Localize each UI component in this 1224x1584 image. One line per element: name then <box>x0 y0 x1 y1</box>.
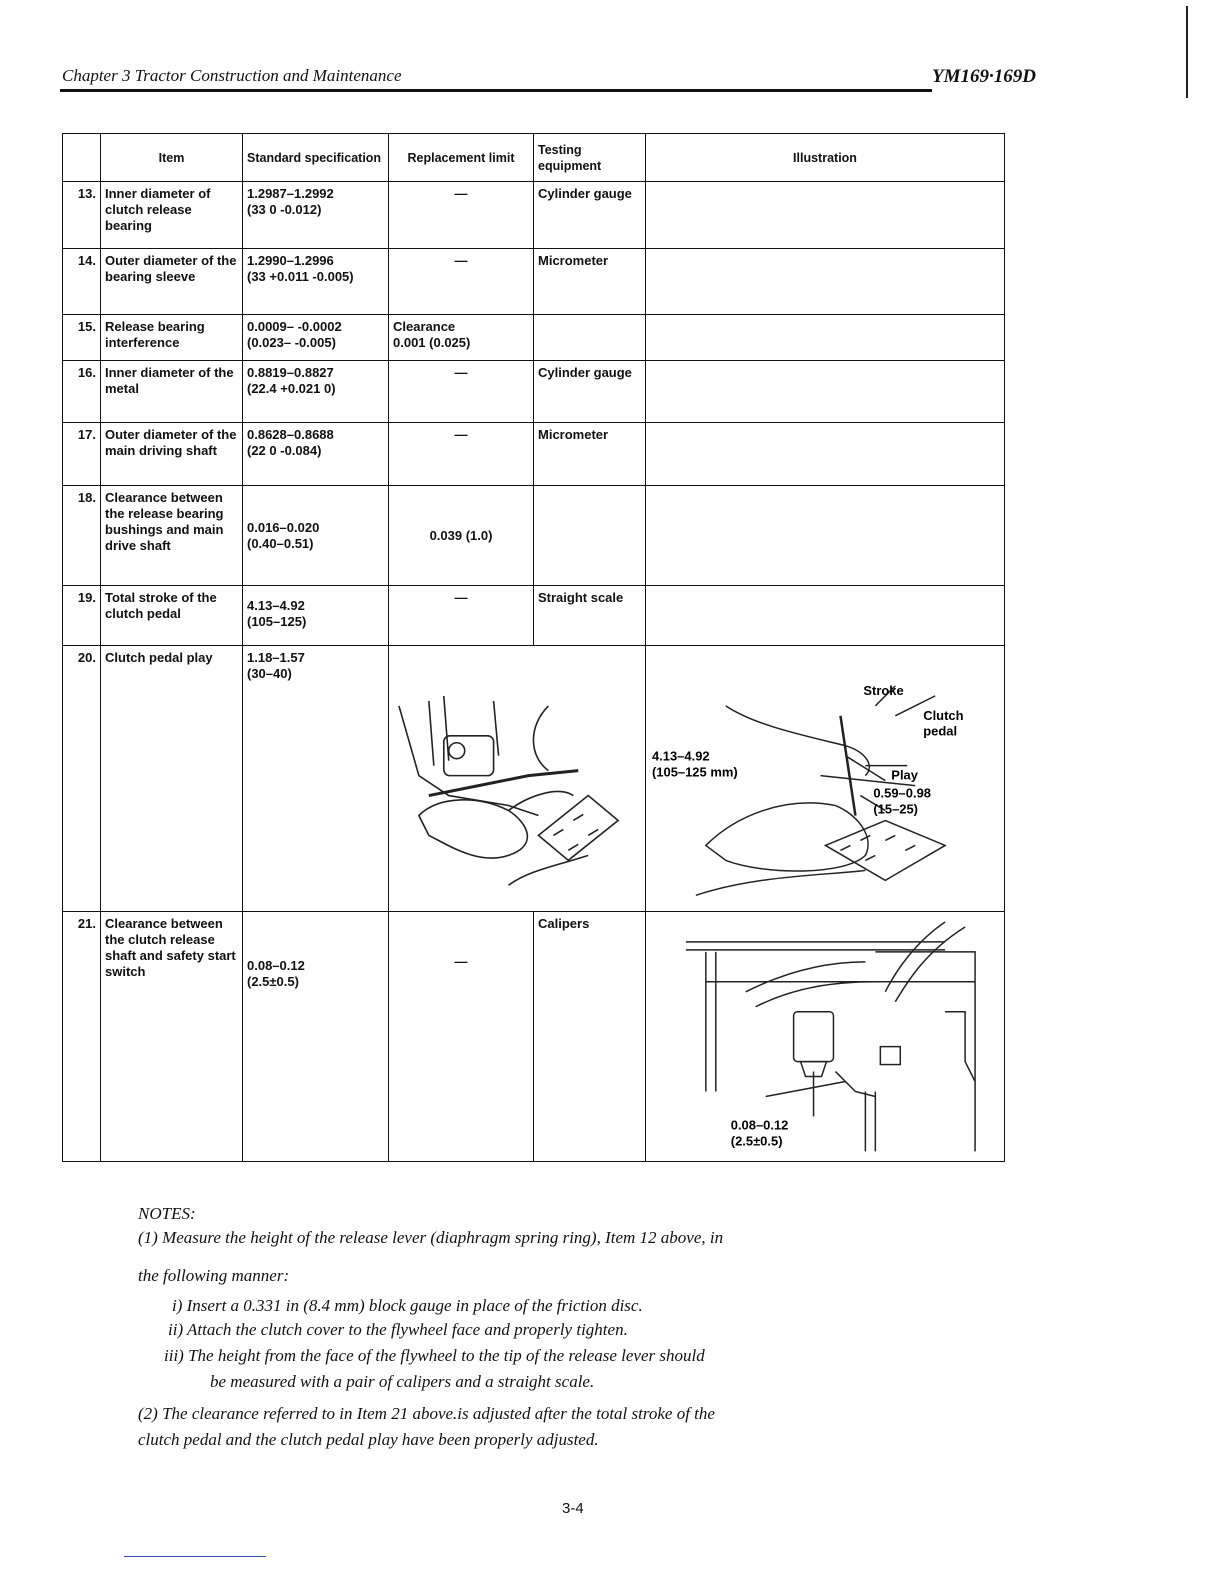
spec-metric: (30–40) <box>247 666 292 681</box>
row-item: Clearance between the release bearing bushings and main drive shaft <box>101 486 243 586</box>
spec-metric: (105–125) <box>247 614 307 629</box>
chapter-title: Chapter 3 Tractor Construction and Maintenance <box>62 66 402 85</box>
header-rule <box>60 89 932 92</box>
spec-metric: (0.40–0.51) <box>247 535 314 551</box>
play-label: Play <box>891 767 918 783</box>
spec-metric: (2.5±0.5) <box>247 974 299 990</box>
row-num: 19. <box>63 586 101 646</box>
row-num: 20. <box>63 646 101 912</box>
spec-value: 0.016–0.020 <box>247 519 320 535</box>
spec-metric: (22.4 +0.021 0) <box>247 381 336 396</box>
pedal-label: pedal <box>923 723 958 739</box>
row-item: Outer diameter of the main driving shaft <box>101 423 243 486</box>
spec-value: 0.0009– -0.0002 <box>247 319 342 334</box>
row-limit: — <box>389 423 534 486</box>
row-num: 21. <box>63 912 101 1161</box>
spec-value: 1.18–1.57 <box>247 650 305 665</box>
footer-rule <box>124 1556 266 1557</box>
table-row <box>63 586 1005 646</box>
row-spec <box>243 423 389 486</box>
row-illustration <box>646 249 1005 315</box>
stroke-play-diagram <box>646 646 1004 911</box>
table-row <box>63 182 1005 249</box>
page-number: 3-4 <box>562 1500 584 1517</box>
stroke-range-mm-label: (105–125 mm) <box>651 764 738 780</box>
clutch-pedal-hand-figure <box>389 646 646 912</box>
row-num: 15. <box>63 315 101 361</box>
note-2-cont: clutch pedal and the clutch pedal play have been properly adjusted. <box>138 1430 599 1449</box>
clutch-label: Clutch <box>923 707 964 723</box>
row-illustration <box>646 912 1005 1161</box>
row-equip: Micrometer <box>534 423 646 486</box>
spec-metric: (33 0 -0.012) <box>247 202 322 217</box>
note-1-i: i) Insert a 0.331 in (8.4 mm) block gauge in place of the friction disc. <box>172 1296 643 1315</box>
spec-value: 0.8628–0.8688 <box>247 427 334 442</box>
note-1-cont: the following manner: <box>138 1266 290 1285</box>
row-limit: — <box>389 586 534 646</box>
row-illustration <box>646 486 1005 586</box>
header-spec: Standard specification <box>243 134 389 182</box>
row-spec <box>243 646 389 912</box>
spec-value: 0.08–0.12 <box>247 958 305 974</box>
header-item: Item <box>101 134 243 182</box>
table-row <box>63 315 1005 361</box>
row-spec <box>243 315 389 361</box>
clutch-pedal-play-figure <box>646 646 1005 912</box>
note-1-ii: ii) Attach the clutch cover to the flywheel face and properly tighten. <box>168 1320 628 1339</box>
row-limit <box>389 315 534 361</box>
switch-clearance-mm-label: (2.5±0.5) <box>730 1133 783 1149</box>
row-item: Inner diameter of clutch release bearing <box>101 182 243 249</box>
spec-value: 1.2987–1.2992 <box>247 186 334 201</box>
row-limit: — <box>389 912 534 1161</box>
row-equip: Cylinder gauge <box>534 182 646 249</box>
row-num: 16. <box>63 361 101 423</box>
row-spec <box>243 586 389 646</box>
row-item: Total stroke of the clutch pedal <box>101 586 243 646</box>
table-row <box>63 423 1005 486</box>
header-equip: Testing equipment <box>534 134 646 182</box>
table-row <box>63 912 1005 1161</box>
row-equip <box>534 315 646 361</box>
spec-value: 0.8819–0.8827 <box>247 365 334 380</box>
row-item: Outer diameter of the bearing sleeve <box>101 249 243 315</box>
notes-title: NOTES: <box>138 1204 196 1223</box>
row-item: Inner diameter of the metal <box>101 361 243 423</box>
table-header-row <box>63 134 1005 182</box>
header-illustration: Illustration <box>646 134 1005 182</box>
row-limit: 0.039 (1.0) <box>389 486 534 586</box>
header-limit: Replacement limit <box>389 134 534 182</box>
spec-value: 1.2990–1.2996 <box>247 253 334 268</box>
row-equip: Straight scale <box>534 586 646 646</box>
table-row <box>63 646 1005 912</box>
row-illustration <box>646 361 1005 423</box>
row-num: 17. <box>63 423 101 486</box>
row-item: Release bearing interference <box>101 315 243 361</box>
spec-metric: (22 0 -0.084) <box>247 443 322 458</box>
row-spec <box>243 249 389 315</box>
row-spec <box>243 182 389 249</box>
row-equip: Micrometer <box>534 249 646 315</box>
play-range-label: 0.59–0.98 <box>873 785 932 801</box>
stroke-range-label: 4.13–4.92 <box>651 748 710 764</box>
row-num: 18. <box>63 486 101 586</box>
row-spec <box>243 361 389 423</box>
row-limit: — <box>389 361 534 423</box>
table-row <box>63 361 1005 423</box>
spec-table <box>62 133 1005 1162</box>
spec-value: 4.13–4.92 <box>247 598 305 613</box>
spec-metric: (0.023– -0.005) <box>247 335 336 350</box>
spec-metric: (33 +0.011 -0.005) <box>247 269 354 284</box>
page-edge-line <box>1186 6 1188 98</box>
row-num: 14. <box>63 249 101 315</box>
row-spec <box>243 486 389 586</box>
table-row <box>63 249 1005 315</box>
row-item: Clutch pedal play <box>101 646 243 912</box>
row-limit: — <box>389 249 534 315</box>
row-num: 13. <box>63 182 101 249</box>
note-1-iii: iii) The height from the face of the flywheel to the tip of the release lever should <box>164 1346 705 1365</box>
row-equip: Cylinder gauge <box>534 361 646 423</box>
stroke-label: Stroke <box>863 682 904 698</box>
row-equip: Calipers <box>534 912 646 1161</box>
row-illustration <box>646 315 1005 361</box>
note-1-iii-cont: be measured with a pair of calipers and a straight scale. <box>210 1372 595 1391</box>
play-range-mm-label: (15–25) <box>873 801 919 817</box>
switch-clearance-label: 0.08–0.12 <box>730 1117 789 1133</box>
row-illustration <box>646 586 1005 646</box>
row-item: Clearance between the clutch release shaft and safety start switch <box>101 912 243 1161</box>
hand-adjusting-figure <box>389 646 645 911</box>
row-equip <box>534 486 646 586</box>
note-1: (1) Measure the height of the release lever (diaphragm spring ring), Item 12 above, in <box>138 1228 724 1247</box>
safety-switch-figure <box>646 912 1004 1160</box>
row-illustration <box>646 182 1005 249</box>
model-number: YM169·169D <box>932 66 1036 87</box>
note-2: (2) The clearance referred to in Item 21 above.is adjusted after the total stroke of the <box>138 1404 715 1423</box>
row-illustration <box>646 423 1005 486</box>
row-spec <box>243 912 389 1161</box>
limit-label: Clearance <box>393 319 456 334</box>
table-row <box>63 486 1005 586</box>
row-limit: — <box>389 182 534 249</box>
limit-value: 0.001 (0.025) <box>393 335 471 350</box>
header-num <box>63 134 101 182</box>
